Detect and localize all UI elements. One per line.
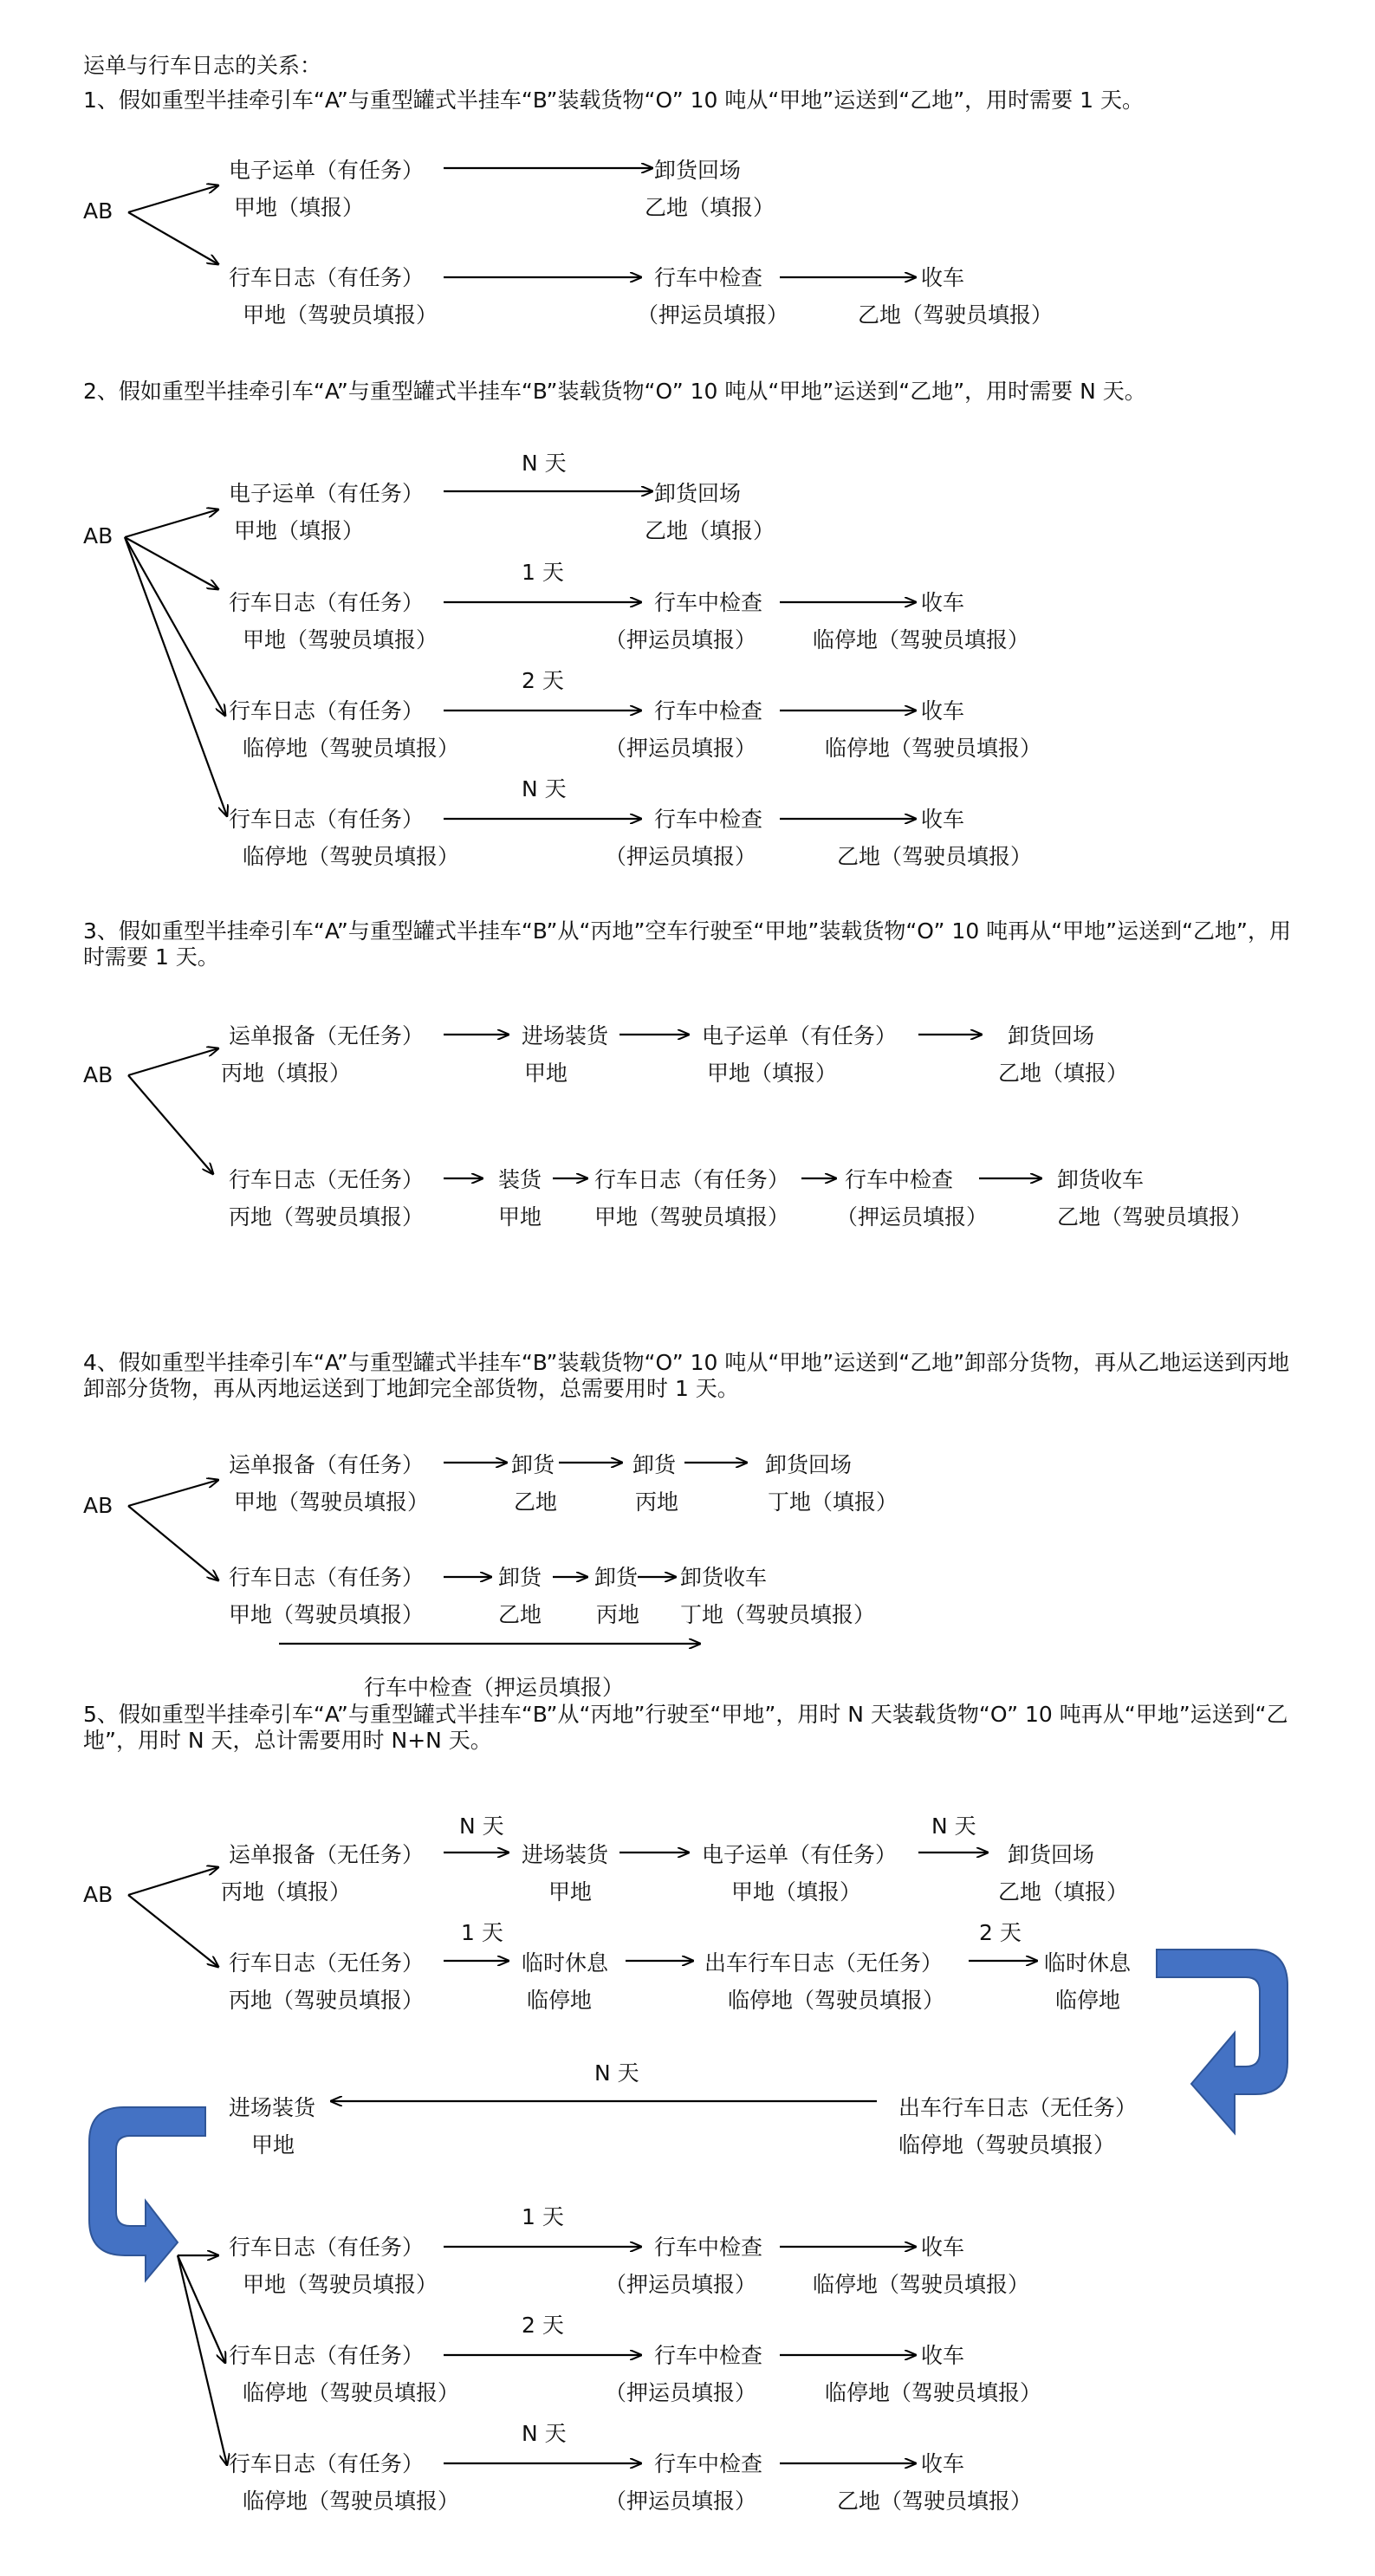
section-1-heading: 1、假如重型半挂牵引车“A”与重型罐式半挂车“B”装载货物“O” 10 吨从“甲地”运送到“乙地”，用时需要 1 天。 [83,88,1144,113]
node-sub: 临停地（驾驶员填报） [813,627,1030,652]
branch-arrow [128,1480,218,1506]
duration-label: N 天 [522,776,567,801]
node-ab: AB [83,198,114,224]
node: 卸货 [511,1452,555,1477]
node: 行车中检查 [654,590,763,615]
node-sub: 临停地（驾驶员填报） [813,2272,1030,2297]
node-sub: 甲地 [498,1204,542,1230]
node-sub: 乙地（驾驶员填报） [1057,1204,1253,1230]
branch-arrow [125,509,218,537]
node-sub: 甲地（填报） [731,1879,862,1904]
node: 进场装货 [522,1023,609,1048]
duration-label: N 天 [522,2421,567,2446]
node: 行车中检查 [654,698,763,723]
node: 收车 [921,265,965,290]
node-sub: 临停地（驾驶员填报） [243,2380,460,2405]
section-5-heading: 5、假如重型半挂牵引车“A”与重型罐式半挂车“B”从“丙地”行驶至“甲地”，用时 N 天装载货物“O” 10 吨再从“甲地”运送到“乙地”，用时 N 天，总计需要用时 N+N 天。 [83,1702,1288,1753]
branch-arrow [128,1048,218,1075]
node: 卸货回场 [654,481,742,506]
check-label: 行车中检查（押运员填报） [364,1675,625,1700]
duration-label: 2 天 [979,1920,1022,1945]
page-title: 运单与行车日志的关系： [83,53,322,78]
node: 行车日志（有任务） [229,807,425,832]
node-sub: 甲地（填报） [234,195,365,220]
node-sub: 临停地（驾驶员填报） [898,2132,1116,2157]
branch-arrow [178,2255,225,2363]
node: 运单报备（无任务） [229,1842,425,1867]
node: 卸货收车 [1057,1167,1145,1192]
node: 行车日志（有任务） [229,590,425,615]
node: 行车中检查 [654,2343,763,2368]
node: 行车日志（有任务） [229,2343,425,2368]
node: 卸货收车 [680,1565,768,1590]
node: 收车 [921,807,965,832]
node: 行车日志（有任务） [229,265,425,290]
node: 运单报备（有任务） [229,1452,425,1477]
node-sub: 丙地 [596,1602,640,1627]
node: 行车中检查 [654,2451,763,2476]
node: 收车 [921,2343,965,2368]
branch-arrow [125,537,227,816]
node-sub: 甲地 [548,1879,593,1904]
node-sub: （押运员填报） [605,2488,757,2514]
node-sub: 乙地（驾驶员填报） [858,302,1054,328]
node: 收车 [921,698,965,723]
node-sub: 甲地 [524,1061,568,1086]
node-sub: 丁地（驾驶员填报） [680,1602,876,1627]
node-ab: AB [83,523,114,548]
node: 行车日志（有任务） [229,2235,425,2260]
node-sub: 乙地 [514,1489,558,1515]
duration-label: 1 天 [522,2204,564,2229]
duration-label: 2 天 [522,2313,564,2338]
node-sub: （押运员填报） [836,1204,989,1230]
node-sub: 临停地（驾驶员填报） [728,1988,945,2013]
node: 行车日志（有任务） [229,1565,425,1590]
node-sub: 甲地（驾驶员填报） [594,1204,790,1230]
node-sub: 乙地（填报） [645,518,775,543]
node-sub: （押运员填报） [605,2272,757,2297]
node-sub: 甲地（驾驶员填报） [243,2272,438,2297]
branch-arrow [128,1895,218,1967]
node: 装货 [498,1167,542,1192]
node: 卸货回场 [1008,1023,1095,1048]
node: 卸货回场 [654,158,742,183]
node: 卸货 [632,1452,677,1477]
branch-arrow [128,212,218,264]
node-ab: AB [83,1882,114,1907]
branch-arrow [125,537,225,716]
node: 收车 [921,2451,965,2476]
node-sub: （押运员填报） [605,2380,757,2405]
node: 出车行车日志（无任务） [704,1950,944,1976]
node: 收车 [921,2235,965,2260]
node-ab: AB [83,1062,114,1087]
node-sub: 乙地（填报） [998,1879,1129,1904]
node-sub: 甲地（驾驶员填报） [229,1602,425,1627]
branch-arrow [178,2255,227,2465]
node: 卸货 [498,1565,542,1590]
node: 进场装货 [522,1842,609,1867]
node-sub: 甲地（驾驶员填报） [243,302,438,328]
node-sub: 乙地（驾驶员填报） [837,844,1033,869]
node-sub: （押运员填报） [605,844,757,869]
duration-label: N 天 [594,2060,639,2086]
node-sub: 丁地（填报） [768,1489,898,1515]
node-sub: 丙地（驾驶员填报） [229,1204,425,1230]
node: 卸货回场 [1008,1842,1095,1867]
node: 收车 [921,590,965,615]
node-sub: 临停地 [527,1988,593,2013]
node-sub: 丙地（填报） [221,1061,352,1086]
node: 行车中检查 [654,807,763,832]
node-ab: AB [83,1493,114,1518]
branch-arrow [128,1867,218,1895]
node-sub: 临停地 [1055,1988,1121,2013]
node: 行车日志（无任务） [229,1167,425,1192]
node-sub: 甲地（驾驶员填报） [243,627,438,652]
node-sub: 乙地 [498,1602,542,1627]
duration-label: 1 天 [461,1920,503,1945]
node-sub: 甲地（填报） [707,1061,838,1086]
node-sub: 甲地 [251,2132,295,2157]
node-sub: 临停地（驾驶员填报） [243,2488,460,2514]
node: 行车日志（有任务） [229,2451,425,2476]
node-sub: （押运员填报） [605,736,757,761]
node-sub: 临停地（驾驶员填报） [243,736,460,761]
section-4-heading: 4、假如重型半挂牵引车“A”与重型罐式半挂车“B”装载货物“O” 10 吨从“甲地”运送到“乙地”卸部分货物，再从乙地运送到丙地卸部分货物，再从丙地运送到丁地卸完全部货物，总需要用时 1 天。 [83,1350,1290,1401]
node: 电子运单（有任务） [229,158,425,183]
node: 进场装货 [229,2095,316,2120]
branch-arrow [128,1075,213,1174]
node: 电子运单（有任务） [229,481,425,506]
node-sub: 乙地（填报） [998,1061,1129,1086]
node: 行车中检查 [654,2235,763,2260]
node-sub: 丙地（填报） [221,1879,352,1904]
node: 行车日志（有任务） [229,698,425,723]
duration-label: 2 天 [522,668,564,693]
node-sub: 甲地（填报） [234,518,365,543]
duration-label: 1 天 [522,560,564,585]
node-sub: 丙地 [635,1489,679,1515]
node-sub: 丙地（驾驶员填报） [229,1988,425,2013]
branch-arrow [128,185,218,212]
node: 行车中检查 [845,1167,954,1192]
node: 卸货 [594,1565,639,1590]
duration-label: N 天 [931,1814,976,1839]
node: 行车中检查 [654,265,763,290]
node-sub: 乙地（驾驶员填报） [837,2488,1033,2514]
node-sub: 临停地（驾驶员填报） [243,844,460,869]
node: 临时休息 [522,1950,609,1976]
node-sub: 临停地（驾驶员填报） [825,736,1042,761]
node-sub: 临停地（驾驶员填报） [825,2380,1042,2405]
u-turn-arrow-right [1157,1950,1287,2133]
node: 行车日志（有任务） [594,1167,790,1192]
node-sub: 乙地（填报） [645,195,775,220]
node: 临时休息 [1044,1950,1132,1976]
node: 行车日志（无任务） [229,1950,425,1976]
node-sub: 甲地（驾驶员填报） [234,1489,430,1515]
node: 电子运单（有任务） [702,1023,898,1048]
node-sub: （押运员填报） [637,302,789,328]
duration-label: N 天 [522,451,567,476]
duration-label: N 天 [459,1814,504,1839]
node: 运单报备（无任务） [229,1023,425,1048]
node: 出车行车日志（无任务） [898,2095,1138,2120]
branch-arrow [128,1506,218,1580]
section-3-heading: 3、假如重型半挂牵引车“A”与重型罐式半挂车“B”从“丙地”空车行驶至“甲地”装载货物“O” 10 吨再从“甲地”运送到“乙地”，用时需要 1 天。 [83,918,1291,970]
node-sub: （押运员填报） [605,627,757,652]
section-2-heading: 2、假如重型半挂牵引车“A”与重型罐式半挂车“B”装载货物“O” 10 吨从“甲地”运送到“乙地”，用时需要 N 天。 [83,379,1146,404]
node: 卸货回场 [765,1452,853,1477]
node: 电子运单（有任务） [702,1842,898,1867]
